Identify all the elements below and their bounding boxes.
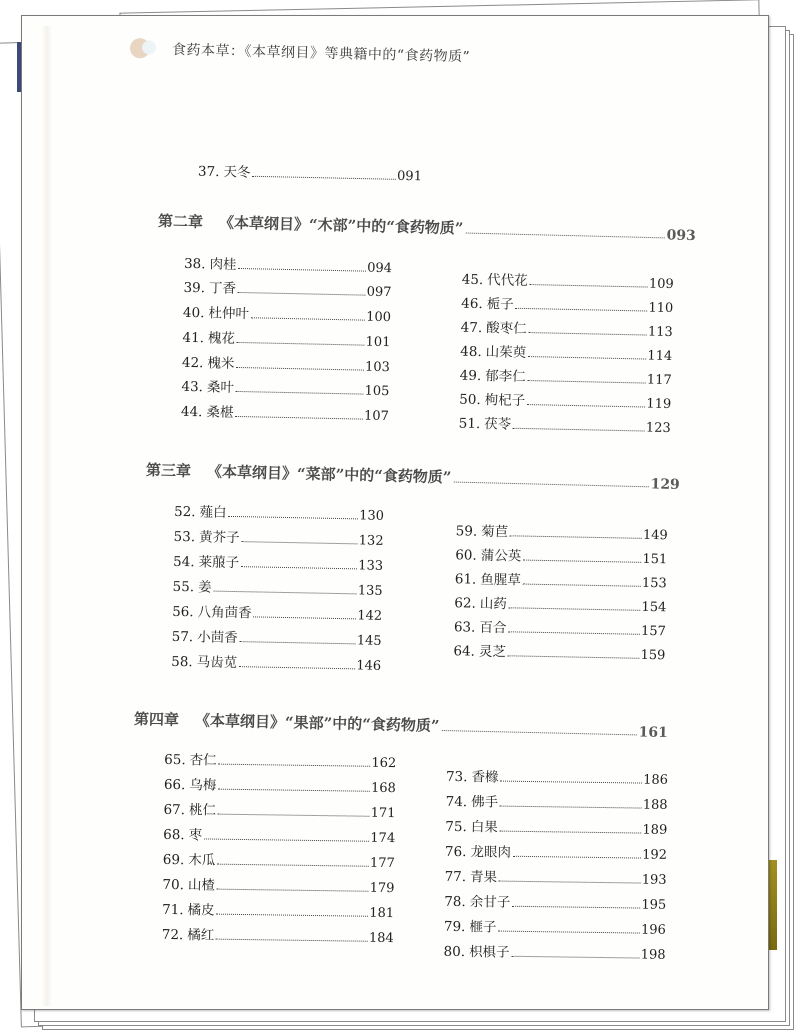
toc-entry[interactable]	[172, 625, 382, 649]
running-head	[130, 36, 471, 68]
toc-entry[interactable]	[443, 940, 665, 963]
entry-page: 198	[640, 947, 666, 963]
entry-number: 46.	[461, 295, 483, 313]
leader-dots	[523, 560, 641, 563]
entry-number: 66.	[163, 776, 186, 794]
entry-page: 189	[642, 822, 668, 838]
leader-dots	[217, 889, 369, 892]
entry-name: 桑叶	[206, 379, 235, 396]
entry-page: 154	[641, 599, 667, 616]
leader-dots	[499, 881, 641, 884]
leader-dots	[235, 416, 363, 420]
entry-name: 佛手	[471, 794, 499, 811]
entry-number: 47.	[460, 319, 483, 337]
leader-dots	[508, 631, 640, 635]
entry-page: 146	[356, 658, 382, 674]
toc-entry[interactable]	[459, 388, 671, 412]
entry-page: 153	[641, 575, 667, 592]
entry-page: 186	[643, 772, 669, 788]
entry-page: 162	[371, 755, 397, 772]
entry-number: 57.	[171, 628, 194, 646]
chapter-page: 129	[650, 476, 680, 494]
entry-page: 188	[642, 797, 668, 813]
toc-entry[interactable]	[455, 567, 667, 591]
entry-number: 80.	[443, 943, 466, 961]
entry-name: 姜	[197, 579, 212, 596]
entry-name: 郁李仁	[485, 368, 526, 386]
entry-number: 67.	[163, 801, 186, 819]
entry-name: 枸杞子	[484, 392, 526, 410]
leader-dots	[236, 367, 364, 371]
entry-page: 192	[642, 847, 668, 863]
entry-name: 枳椇子	[468, 944, 510, 961]
entry-page: 113	[647, 324, 673, 341]
leader-dots	[214, 591, 357, 595]
toc-entry[interactable]	[164, 773, 396, 796]
entry-page: 109	[648, 276, 674, 293]
entry-page: 174	[370, 830, 396, 847]
toc-entry[interactable]	[162, 923, 394, 946]
entry-name: 杜仲叶	[208, 305, 250, 323]
entry-number: 79.	[443, 918, 466, 936]
toc-entry[interactable]	[162, 898, 394, 921]
toc-entry[interactable]	[462, 268, 674, 292]
entry-page: 103	[364, 359, 391, 376]
leader-dots	[217, 914, 369, 917]
toc-entry[interactable]	[173, 525, 383, 549]
toc-entry[interactable]	[445, 865, 667, 888]
leader-dots	[513, 428, 645, 432]
leader-dots	[500, 806, 642, 809]
toc-entry[interactable]	[183, 301, 391, 325]
leader-dots	[237, 342, 365, 346]
entry-name: 天冬	[223, 164, 251, 181]
toc-entry[interactable]	[183, 276, 391, 300]
entry-number: 59.	[455, 523, 478, 540]
leader-dots	[512, 906, 640, 909]
entry-page: 110	[648, 300, 674, 317]
entry-name: 槐米	[207, 355, 235, 372]
entry-name: 黄芥子	[198, 529, 240, 547]
entry-name: 余甘子	[469, 894, 511, 911]
entry-number: 62.	[454, 595, 477, 612]
entry-name: 龙眼肉	[470, 844, 512, 861]
entry-number: 50.	[459, 391, 481, 409]
toc-entry[interactable]	[182, 351, 390, 375]
toc-entry[interactable]	[164, 748, 396, 771]
leader-dots	[240, 641, 356, 644]
entry-number: 61.	[454, 571, 477, 588]
entry-name: 小茴香	[197, 629, 238, 647]
chapter-heading-4[interactable]	[134, 708, 668, 741]
leader-dots	[500, 831, 642, 834]
entry-name: 枣	[188, 827, 203, 844]
entry-number: 37.	[197, 163, 220, 181]
leader-dots	[241, 566, 357, 569]
entry-page: 184	[368, 930, 394, 947]
entry-page: 168	[370, 780, 396, 797]
entry-number: 51.	[458, 415, 481, 433]
chapter-heading-3[interactable]	[146, 459, 680, 493]
entry-number: 72.	[161, 926, 184, 944]
entry-page: 107	[363, 408, 390, 425]
entry-number: 38.	[183, 255, 206, 273]
toc-entry[interactable]	[455, 543, 667, 567]
entry-number: 63.	[453, 619, 476, 636]
toc-page	[21, 15, 769, 1010]
entry-name: 山药	[479, 595, 508, 613]
toc-entry[interactable]	[459, 412, 671, 436]
entry-name: 桑椹	[206, 404, 234, 421]
leader-dots	[508, 655, 640, 659]
entry-page: 094	[367, 260, 393, 277]
toc-entry[interactable]	[181, 400, 389, 424]
leader-dots	[251, 317, 365, 320]
leader-dots	[516, 308, 648, 312]
entry-number: 70.	[162, 876, 185, 894]
entry-number: 41.	[182, 329, 205, 347]
entry-name: 榧子	[469, 919, 497, 936]
leader-dots	[441, 730, 636, 735]
toc-entry[interactable]	[172, 575, 382, 599]
chapter-title: 《本草纲目》“木部”中的“食药物质”	[218, 213, 464, 238]
entry-number: 53.	[173, 528, 196, 546]
entry-page: 159	[640, 647, 666, 664]
leader-dots	[523, 584, 641, 587]
leader-dots	[239, 666, 355, 669]
entry-number: 40.	[182, 304, 205, 322]
leader-dots	[511, 956, 639, 959]
toc-entry[interactable]	[460, 340, 672, 364]
entry-number: 65.	[164, 751, 186, 769]
entry-name: 杏仁	[189, 752, 217, 769]
chapter-heading-2[interactable]	[158, 210, 696, 244]
toc-entry[interactable]	[460, 364, 672, 388]
entry-page: 145	[356, 633, 382, 649]
leader-dots	[529, 332, 647, 335]
entry-page: 157	[640, 623, 667, 640]
entry-name: 八角茴香	[197, 604, 252, 622]
entry-page: 100	[365, 309, 392, 326]
entry-page: 130	[359, 508, 385, 524]
toc-entry[interactable]	[456, 519, 668, 543]
entry-name: 桃仁	[188, 802, 217, 819]
entry-name: 橘皮	[187, 902, 215, 919]
toc-entry[interactable]	[163, 848, 395, 871]
entry-name: 马齿苋	[196, 654, 238, 672]
leader-dots	[465, 233, 664, 239]
leader-dots	[527, 404, 645, 407]
entry-page: 177	[369, 855, 395, 872]
toc-entry[interactable]	[163, 798, 395, 821]
entry-page: 193	[641, 872, 667, 888]
entry-name: 茯苓	[484, 416, 512, 433]
entry-page: 171	[370, 805, 396, 822]
toc-entry[interactable]	[445, 840, 667, 863]
leader-dots	[241, 541, 357, 544]
entry-name: 肉桂	[209, 256, 237, 273]
leader-dots	[228, 516, 358, 519]
toc-entry[interactable]	[163, 823, 395, 846]
entry-page: 117	[646, 372, 672, 389]
toc-entry[interactable]	[444, 890, 666, 913]
page-gutter-shadow	[42, 26, 52, 1006]
entry-page: 142	[357, 608, 383, 624]
cover-edge-olive	[769, 860, 777, 950]
entry-name: 鱼腥草	[480, 571, 521, 589]
entry-page: 133	[358, 558, 384, 574]
entry-number: 52.	[173, 503, 196, 521]
entry-page: 114	[647, 348, 673, 365]
toc-entry[interactable]	[453, 639, 665, 663]
chapter-page: 161	[638, 724, 668, 742]
toc-entry[interactable]	[173, 550, 383, 574]
entry-number: 77.	[444, 868, 467, 886]
entry-name: 菊苣	[481, 523, 509, 541]
entry-name: 山茱萸	[485, 344, 527, 362]
entry-name: 灵芝	[478, 643, 507, 661]
entry-name: 青果	[469, 869, 498, 886]
leader-dots	[218, 814, 370, 817]
entry-number: 68.	[163, 826, 185, 844]
entry-name: 栀子	[486, 296, 514, 313]
leader-dots	[252, 176, 396, 180]
entry-name: 百合	[479, 619, 507, 637]
chapter-number: 第二章	[157, 212, 204, 232]
toc-entry[interactable]	[461, 316, 673, 340]
chapter-title: 《本草纲目》“果部”中的“食药物质”	[194, 711, 440, 735]
toc-entry[interactable]	[171, 650, 381, 674]
leader-dots	[528, 356, 646, 359]
entry-name: 丁香	[208, 280, 237, 297]
leader-dots	[238, 292, 366, 296]
entry-number: 55.	[172, 578, 195, 596]
leader-dots	[204, 838, 369, 841]
entry-name: 槐花	[207, 330, 236, 347]
toc-entry[interactable]	[461, 292, 673, 316]
entry-number: 60.	[455, 547, 477, 564]
chapter-number: 第四章	[133, 710, 180, 730]
entry-number: 45.	[461, 271, 484, 289]
entry-name: 代代花	[487, 272, 528, 290]
entry-name: 山楂	[187, 877, 216, 894]
toc-entry[interactable]	[454, 591, 666, 615]
entry-number: 42.	[181, 354, 204, 372]
leader-dots	[238, 268, 366, 272]
entry-name: 酸枣仁	[486, 320, 527, 338]
toc-entry[interactable]	[174, 500, 384, 524]
entry-number: 56.	[172, 603, 194, 621]
leader-dots	[216, 939, 368, 942]
entry-page: 132	[358, 533, 384, 549]
entry-page: 149	[642, 527, 668, 544]
entry-number: 69.	[162, 851, 185, 869]
entry-number: 78.	[444, 893, 466, 911]
entry-name: 白果	[470, 819, 498, 836]
leader-dots	[219, 764, 371, 767]
entry-page: 196	[640, 922, 666, 938]
toc-entry[interactable]	[446, 790, 668, 813]
leader-dots	[218, 789, 370, 792]
entry-page: 135	[357, 583, 383, 599]
entry-page: 179	[369, 880, 395, 897]
leader-dots	[254, 616, 357, 619]
entry-number: 75.	[445, 818, 467, 836]
leader-dots	[500, 781, 642, 784]
entry-number: 74.	[445, 793, 468, 811]
entry-number: 49.	[459, 367, 482, 385]
entry-page: 151	[642, 551, 668, 568]
toc-entry[interactable]	[162, 873, 394, 896]
entry-name: 蒲公英	[480, 547, 522, 565]
leader-dots	[236, 391, 364, 395]
entry-number: 73.	[445, 768, 468, 786]
entry-number: 43.	[181, 378, 204, 396]
entry-name: 木瓜	[188, 852, 216, 869]
entry-number: 71.	[162, 901, 184, 919]
toc-entry[interactable]	[181, 375, 389, 399]
entry-page: 181	[369, 905, 395, 922]
leader-dots	[509, 607, 641, 611]
toc-entry[interactable]	[444, 915, 666, 938]
chapter-page: 093	[666, 227, 696, 245]
entry-page: 105	[364, 383, 390, 400]
toc-entry[interactable]	[172, 600, 382, 624]
entry-page: 097	[366, 284, 392, 301]
toc-entry[interactable]	[454, 615, 666, 639]
leader-dots	[513, 856, 641, 859]
entry-page: 123	[645, 420, 671, 437]
entry-page: 195	[641, 897, 667, 913]
chapter-title: 《本草纲目》“菜部”中的“食药物质”	[206, 462, 452, 487]
toc-entry[interactable]	[182, 326, 390, 350]
entry-number: 58.	[171, 653, 193, 671]
entry-page: 119	[646, 396, 672, 413]
entry-number: 76.	[444, 843, 467, 861]
entry-number: 48.	[460, 343, 482, 361]
entry-name: 香橼	[471, 769, 499, 786]
entry-number: 64.	[453, 643, 476, 660]
entry-number: 54.	[172, 553, 195, 571]
entry-name: 橘红	[187, 927, 215, 944]
entry-name: 莱菔子	[198, 554, 240, 572]
toc-entry[interactable]	[198, 160, 422, 185]
leader-dots	[453, 482, 648, 488]
crescent-moon-icon	[130, 36, 163, 61]
running-head-title: 食药本草：《本草纲目》等典籍中的“食药物质”	[171, 42, 471, 66]
chapter-number: 第三章	[145, 461, 192, 481]
entry-number: 44.	[180, 403, 203, 421]
entry-number: 39.	[183, 279, 206, 297]
toc-entry[interactable]	[446, 765, 668, 788]
entry-page: 101	[365, 334, 391, 351]
entry-name: 乌梅	[189, 777, 217, 794]
leader-dots	[217, 864, 369, 867]
entry-page: 091	[396, 168, 423, 185]
leader-dots	[528, 380, 646, 383]
leader-dots	[530, 284, 648, 287]
entry-name: 薤白	[199, 504, 227, 521]
leader-dots	[498, 931, 640, 934]
toc-entry[interactable]	[184, 252, 392, 276]
toc-entry[interactable]	[445, 815, 667, 838]
leader-dots	[510, 535, 642, 539]
